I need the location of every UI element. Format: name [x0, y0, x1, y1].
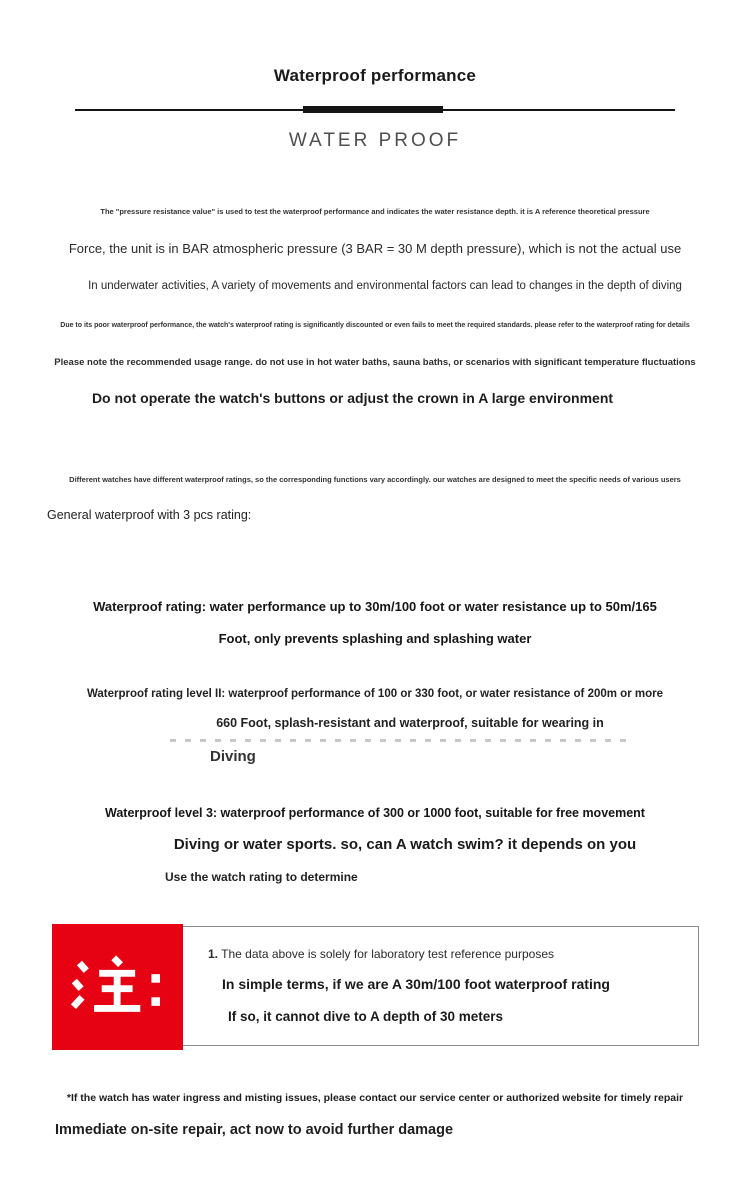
intro-note-small-1: The "pressure resistance value" is used to test the waterproof performance and indicates the water resistance depth. it is A reference theoretical pressure: [100, 207, 650, 216]
ratings-heading: General waterproof with 3 pcs rating:: [47, 508, 252, 522]
intro-line-underwater: In underwater activities, A variety of movements and environmental factors can lead to changes in the depth of diving: [88, 280, 682, 292]
rating-level2-line3: Diving: [210, 748, 256, 765]
page-title: Waterproof performance: [273, 66, 477, 85]
rating-level1-line1: Waterproof rating: water performance up to 30m/100 foot or water resistance up to 50m/165: [93, 599, 657, 614]
note-item-number: 1.: [208, 947, 219, 961]
note-item-text: The data above is solely for laboratory test reference purposes: [221, 947, 554, 961]
rating-level2-line1: Waterproof rating level II: waterproof performance of 100 or 330 foot, or water resistance of 200m or more: [86, 688, 663, 700]
divider-accent-bar: [303, 106, 443, 113]
clipped-text-remnant: [170, 739, 635, 742]
rating-level3-line1: Waterproof level 3: waterproof performance of 300 or 1000 foot, suitable for free movement: [105, 806, 645, 820]
rating-level3-line3: Use the watch rating to determine: [165, 870, 358, 884]
rating-level3-line2: Diving or water sports. so, can A watch swim? it depends on you: [173, 836, 637, 853]
note-item-1: [208, 947, 554, 961]
intro-line-pressure: Force, the unit is in BAR atmospheric pressure (3 BAR = 30 M depth pressure), which is not the actual use: [68, 241, 682, 256]
note-badge: [52, 924, 183, 1050]
footer-repair-line: Immediate on-site repair, act now to avoid further damage: [55, 1122, 454, 1138]
footer-service-line: *If the watch has water ingress and misting issues, please contact our service center or authorized website for timely repair: [66, 1092, 684, 1104]
intro-usage-warning: Please note the recommended usage range. do not use in hot water baths, sauna baths, or scenarios with significant temperature fluctuations: [54, 357, 696, 368]
intro-note-small-2: Due to its poor waterproof performance, the watch's waterproof rating is significantly discounted or even fails to meet the required standards. please refer to the waterproof rating for details: [60, 322, 690, 329]
note-cjk-glyph: [70, 955, 166, 1019]
ratings-note-small: Different watches have different waterproof ratings, so the corresponding functions vary accordingly. our watches are designed to meet the specific needs of various users: [69, 475, 681, 484]
rating-level1-line2: Foot, only prevents splashing and splashing water: [218, 631, 532, 646]
intro-crown-warning: Do not operate the watch's buttons or adjust the crown in A large environment: [91, 390, 614, 406]
watermark-subtitle: WATER PROOF: [288, 130, 462, 151]
note-item-3: If so, it cannot dive to A depth of 30 meters: [228, 1009, 504, 1024]
rating-level2-line2: 660 Foot, splash-resistant and waterproof, suitable for wearing in: [216, 716, 604, 730]
note-item-2: In simple terms, if we are A 30m/100 foot waterproof rating: [222, 976, 610, 992]
